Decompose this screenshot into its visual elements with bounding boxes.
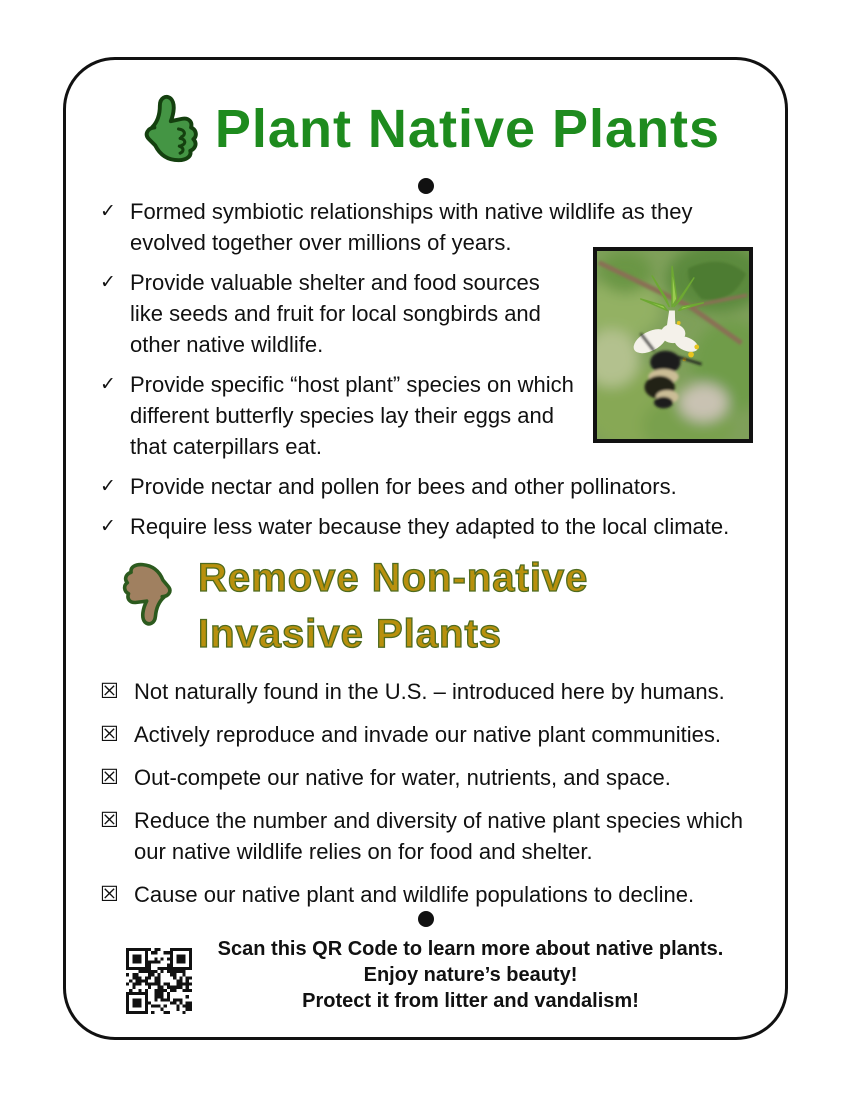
invasive-list xyxy=(100,676,772,922)
invasive-item xyxy=(100,879,772,910)
x-box-icon: ☒ xyxy=(100,679,119,703)
benefit-text: Provide valuable shelter and food sources like seeds and fruit for local songbirds and other native wildlife. xyxy=(130,270,541,357)
invasive-text: Not naturally found in the U.S. – introduced here by humans. xyxy=(134,679,725,704)
benefit-text: Provide specific “host plant” species on which different butterfly species lay their eggs and that caterpillars eat. xyxy=(130,372,574,459)
sign-header xyxy=(66,90,785,168)
invasive-text: Actively reproduce and invade our native plant communities. xyxy=(134,722,721,747)
check-icon: ✓ xyxy=(100,373,116,395)
invasive-section-title xyxy=(198,550,588,662)
footer-line-2: Enjoy nature’s beauty! xyxy=(363,964,578,986)
x-box-icon: ☒ xyxy=(100,722,119,746)
check-icon: ✓ xyxy=(100,271,116,293)
check-icon: ✓ xyxy=(100,475,116,497)
benefit-item xyxy=(100,511,766,542)
footer-line-1: Scan this QR Code to learn more about native plants. xyxy=(217,938,724,960)
x-box-icon: ☒ xyxy=(100,882,119,906)
benefit-text: Formed symbiotic relationships with native wildlife as they evolved together over millions of years. xyxy=(130,199,693,255)
invasive-item xyxy=(100,762,772,793)
sign-footer xyxy=(66,936,785,1026)
check-icon: ✓ xyxy=(100,200,116,222)
benefit-text: Provide nectar and pollen for bees and other pollinators. xyxy=(130,474,677,499)
thumbs-down-icon xyxy=(112,558,184,630)
invasive-title-line1: Remove Non-native xyxy=(198,556,589,600)
bee-flower-photo xyxy=(593,247,753,443)
footer-text xyxy=(216,936,725,1014)
x-box-icon: ☒ xyxy=(100,765,119,789)
invasive-text: Reduce the number and diversity of native plant species which our native wildlife relies on for food and shelter. xyxy=(134,808,744,864)
qr-code xyxy=(126,948,192,1014)
thumbs-up-icon xyxy=(131,90,209,168)
invasive-item xyxy=(100,805,772,867)
invasive-item xyxy=(100,676,772,707)
mounting-hole-bottom xyxy=(418,911,434,927)
page-title: Plant Native Plants xyxy=(214,99,721,159)
invasive-text: Cause our native plant and wildlife populations to decline. xyxy=(134,882,695,907)
benefit-text: Require less water because they adapted to the local climate. xyxy=(130,514,730,539)
check-icon: ✓ xyxy=(100,515,116,537)
invasive-item xyxy=(100,719,772,750)
x-box-icon: ☒ xyxy=(100,808,119,832)
invasive-text: Out-compete our native for water, nutrients, and space. xyxy=(134,765,671,790)
footer-line-3: Protect it from litter and vandalism! xyxy=(302,990,639,1012)
invasive-section-header xyxy=(112,550,588,662)
mounting-hole-top xyxy=(418,178,434,194)
sign-board xyxy=(63,57,788,1040)
benefit-item xyxy=(100,471,766,502)
invasive-title-line2: Invasive Plants xyxy=(198,612,503,656)
